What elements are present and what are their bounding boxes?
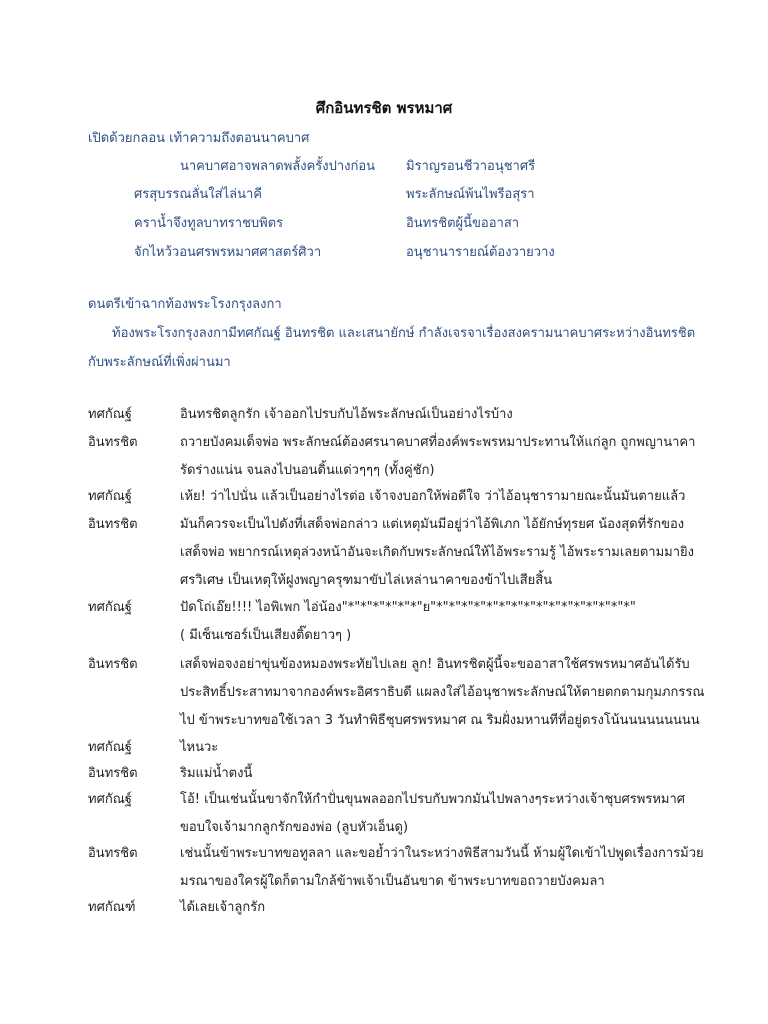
dialogue-line: ศรวิเศษ เป็นเหตุให้ฝูงพญาครุฑมาขับไล่เหล่านาคาของข้าไปเสียสิ้น (180, 573, 553, 588)
scene-description: ท้องพระโรงกรุงลงกามีทศกัณฐ์ อินทรชิต และเสนายักษ์ กำลังเจรจาเรื่องสงครามนาคบาศระหว่างอินทรชิต (112, 326, 696, 341)
speaker-name: ทศกัณฐ์ (88, 740, 132, 755)
dialogue-line: เสด็จพ่อจงอย่าขุ่นข้องหมองพระทัยไปเลย ลูก! อินทรชิตผู้นี้จะขออาสาใช้ศรพรหมาศอันได้รับ (180, 657, 690, 672)
document-title: ศึกอินทรชิต พรหมาศ (315, 99, 453, 117)
dialogue-line: เสด็จพ่อ พยากรณ์เหตุล่วงหน้าอันจะเกิดกับพระลักษณ์ให้ไอ้พระรามรู้ ไอ้พระรามเลยตามมายิง (180, 545, 695, 560)
intro-line: เปิดด้วยกลอน เท้าความถึงตอนนาคบาศ (88, 131, 310, 146)
scene-description: กับพระลักษณ์ที่เพิ่งผ่านมา (88, 355, 231, 370)
dialogue-line: เห้ย! ว่าไปนั่น แล้วเป็นอย่างไรต่อ เจ้าจงบอกให้พ่อดีใจ ว่าไอ้อนุชารามายณะนั้นมันตายแล้ว (180, 489, 686, 504)
poem-line: พระลักษณ์พ้นไพรีอสุรา (406, 187, 535, 202)
speaker-name: อินทรชิต (88, 766, 138, 781)
dialogue-line: อินทรชิตลูกรัก เจ้าออกไปรบกับไอ้พระลักษณ์เป็นอย่างไรบ้าง (180, 407, 513, 422)
dialogue-line: มรณาของใครผู้ใดก็ตามใกล้ข้าพเจ้าเป็นอันขาด ข้าพระบาทขอถวายบังคมลา (180, 874, 605, 889)
poem-line: มิราญรอนชีวาอนุชาศรี (406, 159, 536, 174)
dialogue-line: ถวายบังคมเด็จพ่อ พระลักษณ์ต้องศรนาคบาศที่องค์พระพรหมาประทานให้แก่ลูก ถูกพญานาคา (180, 435, 696, 450)
dialogue-line: ขอบใจเจ้ามากลูกรักของพ่อ (ลูบหัวเอ็นดู) (180, 820, 409, 835)
speaker-name: ทศกัณฐ์ (88, 407, 132, 422)
dialogue-line: ปัดโถ่เอ๊ย!!!! ไอพิเพก ไอ่น้อง"*"*"*"*"*"*"ย"*"*"*"*"*"*"*"*"*"*"*"*"*"*"*"*" (180, 600, 636, 615)
speaker-name: อินทรชิต (88, 846, 138, 861)
dialogue-line: ริมแม่น้ำตงนี้ (180, 766, 253, 781)
dialogue-line: ได้เลยเจ้าลูกรัก (180, 900, 266, 915)
speaker-name: อินทรชิต (88, 657, 138, 672)
poem-line: อินทรชิตผู้นี้ขออาสา (406, 216, 520, 231)
dialogue-line: เช่นนั้นข้าพระบาทขอทูลลา และขอย้ำว่าในระหว่างพิธีสามวันนี้ ห้ามผู้ใดเข้าไปพูดเรื่องการม้วย (180, 846, 704, 861)
scene-heading: ดนตรีเข้าฉากท้องพระโรงกรุงลงกา (88, 297, 282, 312)
speaker-name: ทศกัณฐ์ (88, 600, 132, 615)
dialogue-line: ไหนวะ (180, 740, 219, 755)
poem-line: อนุชานารายณ์ต้องวายวาง (406, 245, 555, 260)
dialogue-line: โอ้! เป็นเช่นนั้นขาจักให้กำปั่นขุนพลออกไปรบกับพวกมันไปพลางๆระหว่างเจ้าชุบศรพรหมาศ (180, 792, 686, 807)
dialogue-line: มันก็ควรจะเป็นไปดังที่เสด็จพ่อกล่าว แต่เหตุมันมีอยู่ว่าไอ้พิเภก ไอ้ยักษ์ทุรยศ น้องสุดที่รักของ (180, 517, 685, 532)
dialogue-line: รัดร่างแน่น จนลงไปนอนดิ้นแด่วๆๆๆ (ทั้งคู่ชัก) (180, 463, 435, 478)
dialogue-line: ประสิทธิ์ประสาทมาจากองค์พระอิศราธิบดี แผลงใส่ไอ้อนุชาพระลักษณ์ให้ตายตกตามกุมภกรรณ (180, 685, 705, 700)
poem-line: จักไหว้วอนศรพรหมาศศาสตร์ศิวา (134, 245, 322, 260)
poem-line: คราน้ำจึงทูลบาทราชบพิตร (134, 216, 284, 231)
speaker-name: ทศกัณฑ์ (88, 900, 136, 915)
poem-line: ศรสุบรรณลั่นใส่ไล่นาคี (134, 187, 262, 202)
speaker-name: ทศกัณฐ์ (88, 792, 132, 807)
speaker-name: อินทรชิต (88, 517, 138, 532)
dialogue-line: ( มีเซ็นเซอร์เป็นเสียงติ๊ดยาวๆ ) (180, 628, 352, 643)
poem-line: นาคบาศอาจพลาดพลั้งครั้งปางก่อน (180, 159, 376, 174)
speaker-name: อินทรชิต (88, 435, 138, 450)
dialogue-line: ไป ข้าพระบาทขอใช้เวลา 3 วันทำพิธีชุบศรพรหมาศ ณ ริมฝั่งมหานทีที่อยู่ตรงโน้นนนนนนนนน (180, 713, 700, 728)
speaker-name: ทศกัณฐ์ (88, 489, 132, 504)
